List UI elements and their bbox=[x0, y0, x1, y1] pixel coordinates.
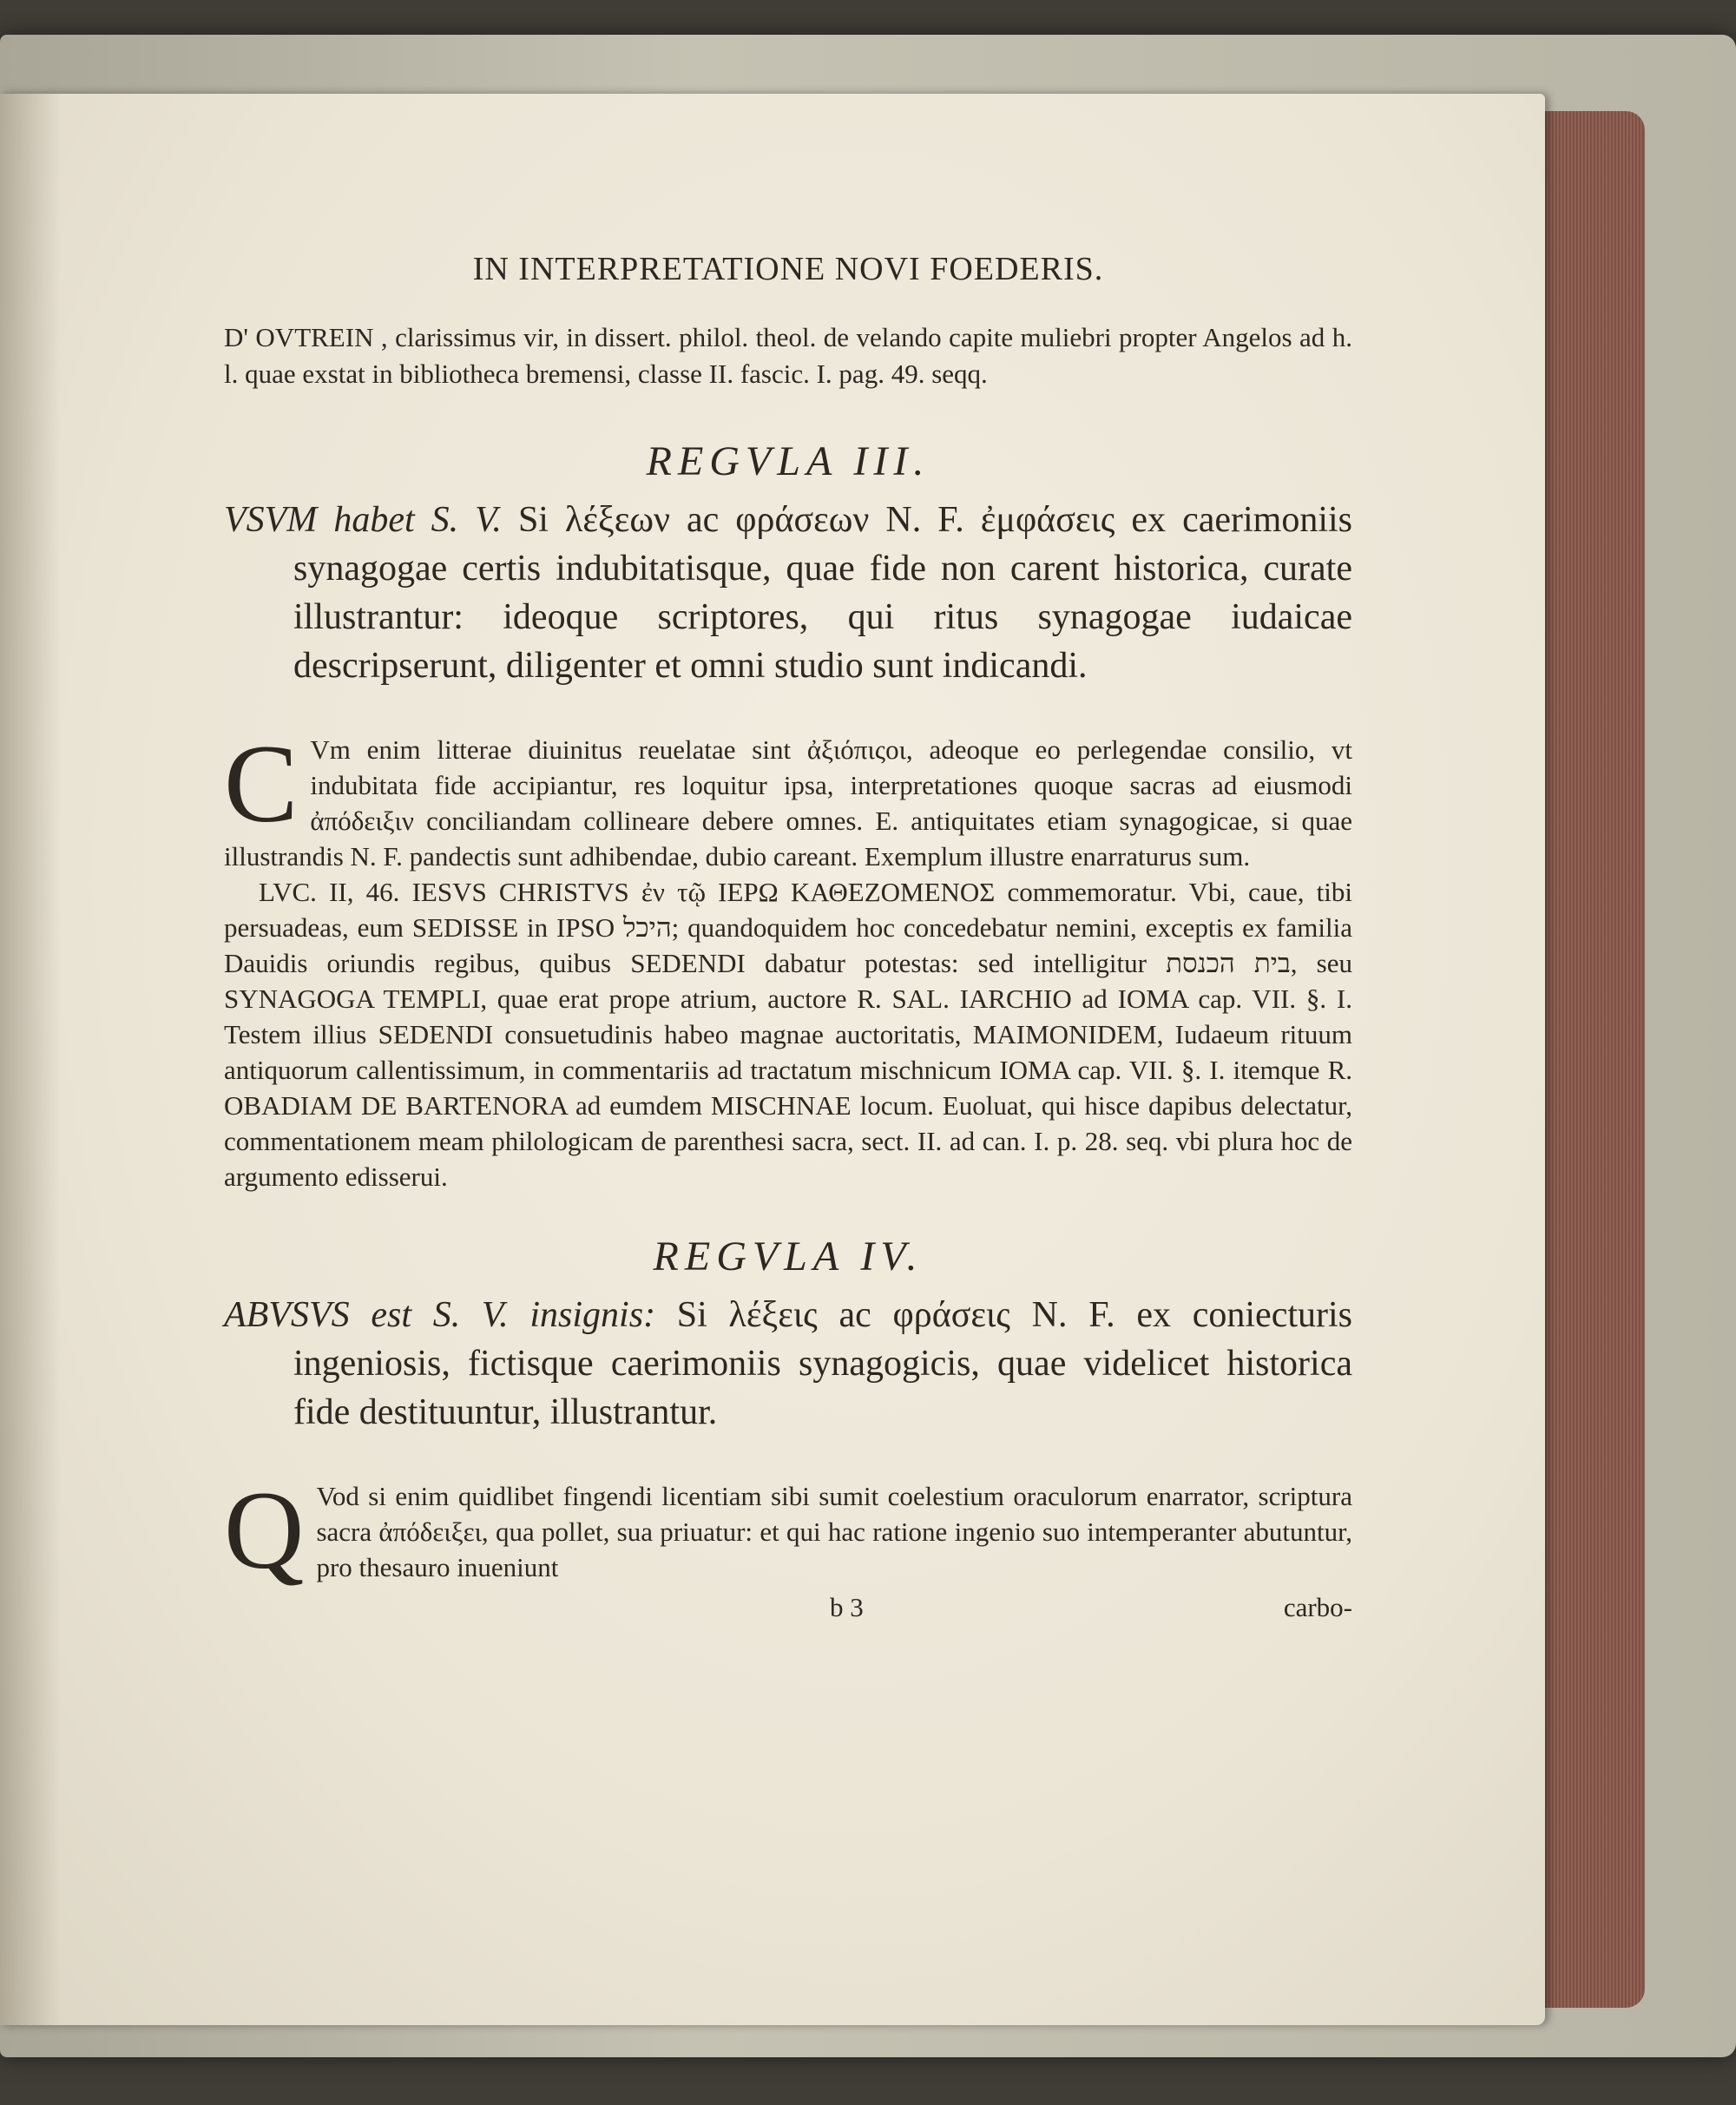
book-page bbox=[0, 94, 1545, 2025]
gutter-shadow bbox=[0, 94, 61, 2025]
rule-4-lead: ABVSVS est S. V. insignis: bbox=[224, 1295, 656, 1335]
text-block bbox=[224, 250, 1352, 1627]
rule-3-statement bbox=[224, 496, 1352, 690]
rule-3-text: Si λέξεων ac φράσεων N. F. ἐμφάσεις ex caerimoniis synagogae certis indubitatisque, quae fide non carent historica, curate illustrantur: ideoque scriptores, qui ritus synagogae iudaicae descripserunt, diligenter et omni studio sunt indicandi. bbox=[293, 500, 1353, 686]
running-head: IN INTERPRETATIONE NOVI FOEDERIS. bbox=[472, 251, 1104, 287]
page-footer bbox=[224, 1592, 1352, 1627]
paragraph-cum-enim-text: Vm enim litterae diuinitus reuelatae sint ἀξιόπιςοι, adeoque eo perlegendae consilio, vt indubitata fide accipiantur, res loquitur ipsa, interpretationes quoque sacras ad eiusmodi ἀπόδειξιν conciliandam collineare debere omnes. E. antiquitates etiam synagogicae, si quae illustrandis N. F. pandectis sunt adhibendae, dubio careant. Exemplum illustre enarraturus sum. bbox=[224, 734, 1352, 872]
page-edges bbox=[1532, 111, 1645, 2008]
citation-paragraph: D' OVTREIN , clarissimus vir, in dissert. philol. theol. de velando capite muliebri propter Angelos ad h. l. quae exstat in bibliotheca bremensi, classe II. fascic. I. pag. 49. seqq. bbox=[224, 322, 1352, 389]
rule-4-heading: REGVLA IV. bbox=[653, 1233, 924, 1279]
drop-cap-q: Q bbox=[224, 1469, 305, 1592]
signature-mark: b 3 bbox=[830, 1592, 864, 1622]
drop-cap-c: C bbox=[224, 722, 299, 845]
paragraph-cum-enim bbox=[224, 722, 1352, 874]
paragraph-quod-si-text: Vod si enim quidlibet fingendi licentiam sibi sumit coelestium oraculorum enarrator, scriptura sacra ἀπόδειξει, qua pollet, sua priuatur: et qui hac ratione ingenio suo intemperanter abutuntur, pro thesauro inueniunt bbox=[316, 1481, 1352, 1582]
catchword: carbo- bbox=[1283, 1592, 1352, 1622]
paragraph-luc: LVC. II, 46. IESVS CHRISTVS ἐν τῷ ΙΕΡΩ ΚΑΘΕΖΟΜΕΝΟΣ commemoratur. Vbi, caue, tibi persuadeas, eum SEDISSE in IPSO היכל; quandoquidem hoc concedebatur nemini, exceptis ex familia Dauidis oriundis regibus, quibus SEDENDI dabatur potestas: sed intelligitur בית הכנסת, seu SYNAGOGA TEMPLI, quae erat prope atrium, auctore R. SAL. IARCHIO ad IOMA cap. VII. §. I. Testem illius SEDENDI consuetudinis habeo magnae auctoritatis, MAIMONIDEM, Iudaeum rituum antiquorum callentissimum, in commentariis ad tractatum mischnicum IOMA cap. VII. §. I. itemque R. OBADIAM DE BARTENORA ad eumdem MISCHNAE locum. Euoluat, qui hisce dapibus delectatur, commentationem meam philologicam de parenthesi sacra, sect. II. ad can. I. p. 28. seq. vbi plura hoc de argumento edisserui. bbox=[224, 877, 1352, 1192]
rule-4-text: Si λέξεις ac φράσεις N. F. ex coniecturis ingeniosis, fictisque caerimoniis synagogicis, quae videlicet historica fide destituuntur, illustrantur. bbox=[293, 1295, 1353, 1432]
rule-4-statement bbox=[224, 1291, 1352, 1437]
rule-3-lead: VSVM habet S. V. bbox=[224, 500, 502, 540]
paragraph-quod-si bbox=[224, 1469, 1352, 1592]
rule-3-heading: REGVLA III. bbox=[646, 438, 930, 484]
